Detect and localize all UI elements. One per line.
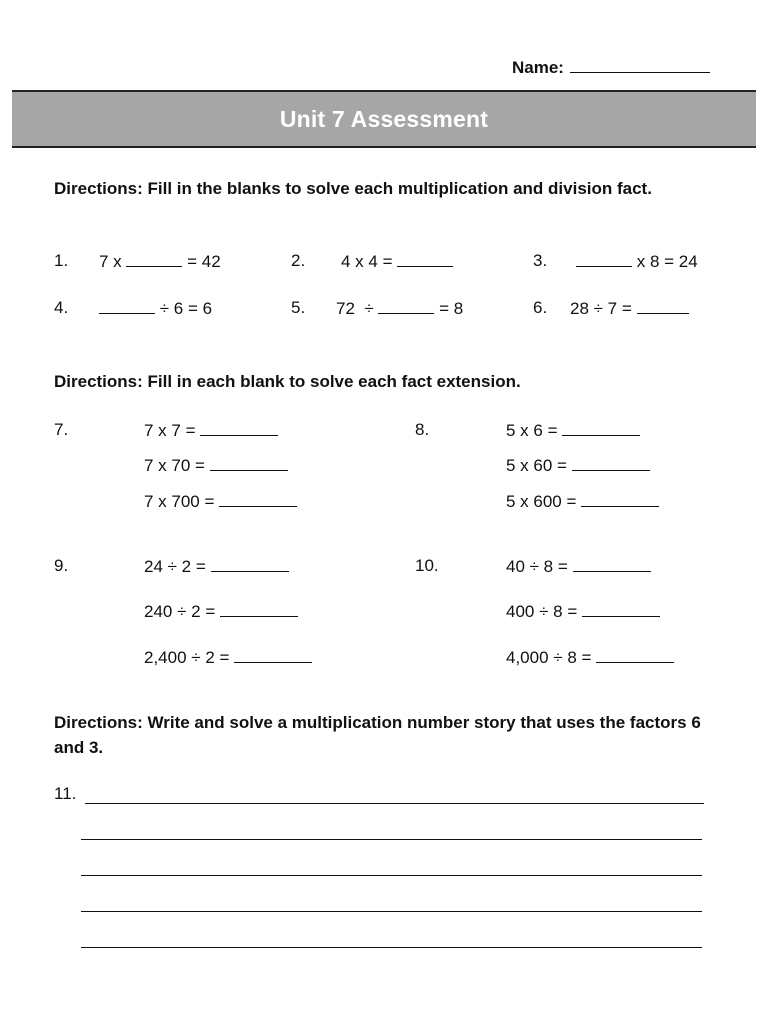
problem-number: 11. bbox=[54, 784, 77, 803]
problem-number: 5. bbox=[291, 298, 306, 317]
fact-text: 240 ÷ 2 = bbox=[144, 602, 216, 621]
title-banner bbox=[12, 90, 756, 148]
section2-directions: Directions: Fill in each blank to solve each fact extension. bbox=[54, 372, 521, 391]
problem-text: 72 ÷ bbox=[336, 299, 374, 318]
fact-row bbox=[506, 601, 660, 622]
problem-number: 3. bbox=[533, 251, 548, 270]
answer-blank[interactable] bbox=[234, 647, 312, 663]
problem-number: 7. bbox=[54, 420, 69, 439]
story-answer-line[interactable] bbox=[81, 875, 702, 876]
answer-blank[interactable] bbox=[378, 298, 434, 314]
problem-6 bbox=[570, 298, 689, 319]
answer-blank[interactable] bbox=[200, 420, 278, 436]
problem-1 bbox=[99, 251, 221, 272]
problem-3 bbox=[576, 251, 698, 272]
story-answer-line[interactable] bbox=[81, 911, 702, 912]
fact-text: 7 x 700 = bbox=[144, 492, 215, 511]
fact-row bbox=[144, 601, 298, 622]
fact-text: 400 ÷ 8 = bbox=[506, 602, 578, 621]
answer-blank[interactable] bbox=[573, 556, 651, 572]
answer-blank[interactable] bbox=[581, 491, 659, 507]
story-answer-line[interactable] bbox=[81, 947, 702, 948]
name-label: Name: bbox=[512, 58, 564, 77]
answer-blank[interactable] bbox=[126, 251, 182, 267]
fact-row bbox=[506, 491, 659, 512]
problem-5 bbox=[336, 298, 463, 319]
fact-row bbox=[506, 556, 651, 577]
problem-number: 10. bbox=[415, 556, 439, 575]
section1-directions: Directions: Fill in the blanks to solve each multiplication and division fact. bbox=[54, 179, 652, 198]
fact-row bbox=[506, 420, 640, 441]
answer-blank[interactable] bbox=[572, 455, 650, 471]
name-blank[interactable] bbox=[570, 56, 710, 73]
answer-blank[interactable] bbox=[576, 251, 632, 267]
problem-number: 4. bbox=[54, 298, 69, 317]
problem-number: 6. bbox=[533, 298, 548, 317]
problem-text: ÷ 6 = 6 bbox=[159, 299, 213, 318]
fact-row bbox=[144, 455, 288, 476]
problem-2 bbox=[341, 251, 453, 272]
problem-4 bbox=[99, 298, 212, 319]
problem-text: = 42 bbox=[187, 252, 221, 271]
fact-row bbox=[144, 491, 297, 512]
answer-blank[interactable] bbox=[219, 491, 297, 507]
fact-row bbox=[144, 556, 289, 577]
problem-text: x 8 = 24 bbox=[636, 252, 698, 271]
fact-text: 5 x 6 = bbox=[506, 421, 558, 440]
fact-row bbox=[144, 647, 312, 668]
section3-directions: Directions: Write and solve a multiplication number story that uses the factors 6 and 3. bbox=[54, 713, 701, 757]
fact-row bbox=[144, 420, 278, 441]
answer-blank[interactable] bbox=[582, 601, 660, 617]
answer-blank[interactable] bbox=[99, 298, 155, 314]
fact-text: 40 ÷ 8 = bbox=[506, 557, 568, 576]
answer-blank[interactable] bbox=[211, 556, 289, 572]
problem-number: 1. bbox=[54, 251, 69, 270]
story-answer-line[interactable] bbox=[81, 839, 702, 840]
fact-text: 24 ÷ 2 = bbox=[144, 557, 206, 576]
problem-text: 4 x 4 = bbox=[341, 252, 393, 271]
problem-text: 7 x bbox=[99, 252, 122, 271]
problem-text: 28 ÷ 7 = bbox=[570, 299, 632, 318]
problem-text: = 8 bbox=[439, 299, 464, 318]
fact-text: 4,000 ÷ 8 = bbox=[506, 648, 592, 667]
answer-blank[interactable] bbox=[596, 647, 674, 663]
problem-number: 9. bbox=[54, 556, 69, 575]
problem-number: 8. bbox=[415, 420, 430, 439]
fact-text: 7 x 70 = bbox=[144, 456, 205, 475]
fact-text: 5 x 60 = bbox=[506, 456, 567, 475]
answer-blank[interactable] bbox=[220, 601, 298, 617]
name-field[interactable] bbox=[512, 56, 710, 78]
page-title: Unit 7 Assessment bbox=[279, 105, 489, 132]
fact-text: 7 x 7 = bbox=[144, 421, 196, 440]
problem-number: 2. bbox=[291, 251, 306, 270]
answer-blank[interactable] bbox=[210, 455, 288, 471]
fact-text: 5 x 600 = bbox=[506, 492, 577, 511]
fact-text: 2,400 ÷ 2 = bbox=[144, 648, 230, 667]
answer-blank[interactable] bbox=[637, 298, 689, 314]
answer-blank[interactable] bbox=[397, 251, 453, 267]
story-answer-line[interactable] bbox=[85, 803, 704, 804]
fact-row bbox=[506, 647, 674, 668]
answer-blank[interactable] bbox=[562, 420, 640, 436]
fact-row bbox=[506, 455, 650, 476]
